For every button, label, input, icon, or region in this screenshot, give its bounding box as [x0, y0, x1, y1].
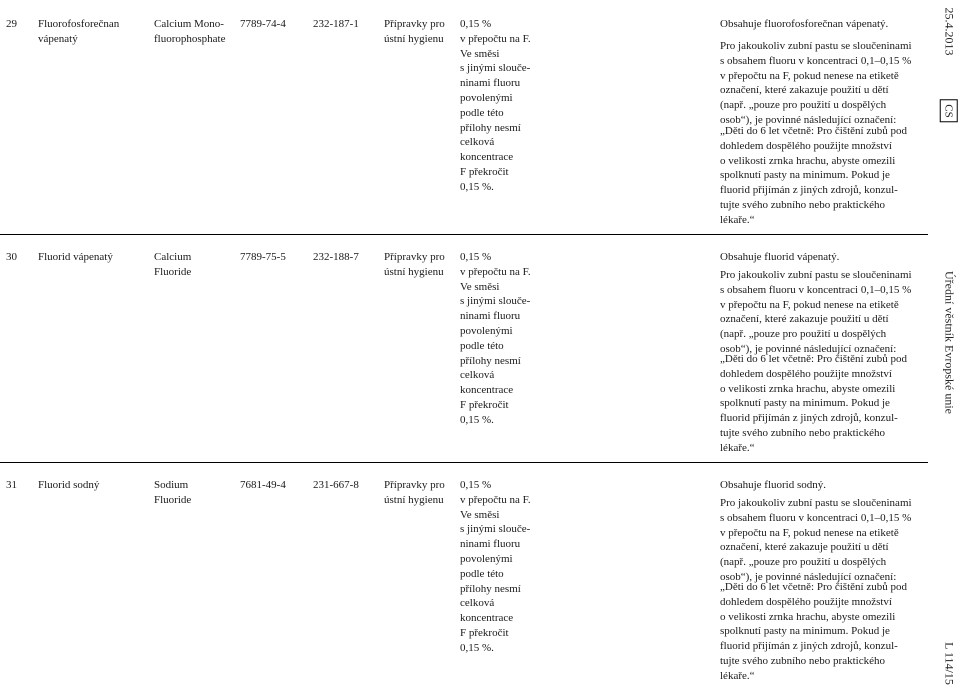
product-type: Přípravky pro ústní hygienu	[384, 18, 445, 45]
product-type: Přípravky pro ústní hygienu	[384, 479, 445, 506]
cas-number: 7789-74-4	[240, 18, 286, 30]
ec-number: 232-188-7	[313, 251, 359, 263]
ec-number: 232-187-1	[313, 18, 359, 30]
max-concentration: 0,15 % v přepočtu na F. Ve směsi s jinými slouče- ninami fluoru povolenými podle této přílohy nesmí celková koncentrace F překročit 0,15 %.	[460, 18, 531, 193]
contains-statement: Obsahuje fluorid vápenatý.	[720, 251, 840, 263]
inci-name: Calcium Fluoride	[154, 251, 192, 278]
max-concentration: 0,15 % v přepočtu na F. Ve směsi s jinými slouče- ninami fluoru povolenými podle této přílohy nesmí celková koncentrace F překročit 0,15 %.	[460, 479, 531, 654]
label-text: „Děti do 6 let včetně: Pro čištění zubů pod dohledem dospělého použijte množství o velikosti zrnka hrachu, abyste omezili spolknutí pasty na minimum. Pokud je fluorid přijímán z jiných zdrojů, konzul- tujte svého zubního nebo praktického lékaře.“	[720, 125, 907, 226]
label-text: „Děti do 6 let včetně: Pro čištění zubů pod dohledem dospělého použijte množství o velikosti zrnka hrachu, abyste omezili spolknutí pasty na minimum. Pokud je fluorid přijímán z jiných zdrojů, konzul- tujte svého zubního nebo praktického lékaře.“	[720, 581, 907, 682]
max-concentration: 0,15 % v přepočtu na F. Ve směsi s jinými slouče- ninami fluoru povolenými podle této přílohy nesmí celková koncentrace F překročit 0,15 %.	[460, 251, 531, 426]
cas-number: 7681-49-4	[240, 479, 286, 491]
label-text: „Děti do 6 let včetně: Pro čištění zubů pod dohledem dospělého použijte množství o velikosti zrnka hrachu, abyste omezili spolknutí pasty na minimum. Pokud je fluorid přijímán z jiných zdrojů, konzul- tujte svého zubního nebo praktického lékaře.“	[720, 353, 907, 454]
row-number: 29	[6, 18, 17, 30]
contains-statement: Obsahuje fluorofosforečnan vápenatý.	[720, 18, 889, 30]
row-divider-29-30	[0, 234, 928, 235]
product-type: Přípravky pro ústní hygienu	[384, 251, 445, 278]
chemical-name-cs: Fluorid vápenatý	[38, 251, 113, 263]
row-divider-30-31	[0, 462, 928, 463]
warning-text: Pro jakoukoliv zubní pastu se sloučeninami s obsahem fluoru v koncentraci 0,1–0,15 % v přepočtu na F, pokud nenese na etiketě označení, které zakazuje použití u dětí (např. „pouze pro použití u dospělých osob“), je povinné následující označení:	[720, 269, 912, 355]
publication-date: 25.4.2013	[942, 7, 957, 56]
contains-statement: Obsahuje fluorid sodný.	[720, 479, 827, 491]
chemical-name-cs: Fluorofosforečnan vápenatý	[38, 18, 120, 45]
warning-text: Pro jakoukoliv zubní pastu se sloučeninami s obsahem fluoru v koncentraci 0,1–0,15 % v přepočtu na F, pokud nenese na etiketě označení, které zakazuje použití u dětí (např. „pouze pro použití u dospělých osob“), je povinné následující označení:	[720, 497, 912, 583]
row-number: 30	[6, 251, 17, 263]
journal-title: Úřední věstník Evropské unie	[942, 271, 957, 414]
inci-name: Sodium Fluoride	[154, 479, 192, 506]
cas-number: 7789-75-5	[240, 251, 286, 263]
chemical-name-cs: Fluorid sodný	[38, 479, 100, 491]
ec-number: 231-667-8	[313, 479, 359, 491]
inci-name: Calcium Mono- fluorophosphate	[154, 18, 226, 45]
page-reference: L 114/15	[942, 642, 957, 685]
warning-text: Pro jakoukoliv zubní pastu se sloučeninami s obsahem fluoru v koncentraci 0,1–0,15 % v přepočtu na F, pokud nenese na etiketě označení, které zakazuje použití u dětí (např. „pouze pro použití u dospělých osob“), je povinné následující označení:	[720, 40, 912, 126]
row-number: 31	[6, 479, 17, 491]
language-badge: CS	[940, 99, 958, 122]
